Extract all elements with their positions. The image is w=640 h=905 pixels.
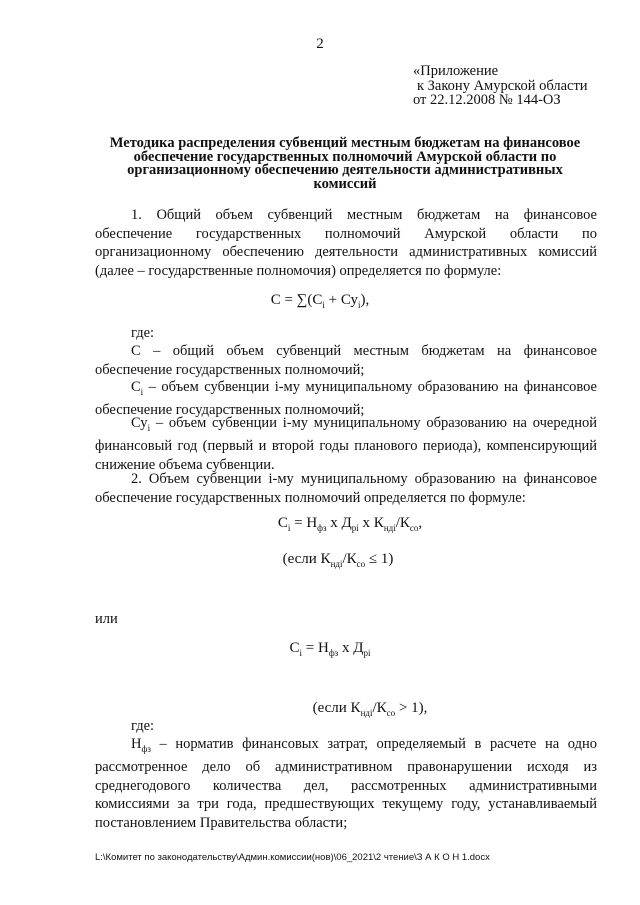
file-path-footer: L:\Комитет по законодательству\Админ.комиссии(нов)\06_2021\2 чтение\З А К О Н 1.docx [95,852,490,863]
appendix-line-1: «Приложение [413,63,499,79]
appendix-line-2: к Закону Амурской области [417,77,588,94]
definition-nfz: $Н_{фз}$ – норматив финансовых затрат, определяемый в расчете на одно рассмотренное дело об административном правонарушении исходя из среднегодового количества дел, рассмотренных административными комиссиями за три года, предшествующих текущему году, устанавливаемый постановлением Правительства области; [95,736,597,831]
where-label-1: где: [131,325,155,341]
paragraph-2: 2. Объем субвенции i-му муниципальному образованию на финансовое обеспечение государственных полномочий определяется по формуле: [95,471,597,506]
condition-1: (если $К_{нді}/К_{со} \le 1$) [282,551,394,569]
formula-alt: $С_i = Н_{фз}$ х $Д_{рі}$ [289,640,371,658]
formula-subvention: $С_i = Н_{фз}$ х $Д_{рi}$ х $К_{нді}/К_{со}$, [277,515,423,533]
where-label-2: где: [131,718,155,734]
document-title: Методика распределения субвенций местным бюджетам на финансовое обеспечение государственных полномочий Амурской области по организационному обеспечению деятельности административных комиссий [109,135,581,192]
page-number: 2 [316,36,324,52]
condition-2: (если $К_{нді}/К_{со} > 1$), [312,700,428,718]
appendix-line-3: от 22.12.2008 № 144-ОЗ [413,92,561,108]
or-label: или [95,611,118,627]
paragraph-1: 1. Общий объем субвенций местным бюджетам на финансовое обеспечение государственных полномочий Амурской области по организационному обеспечению деятельности административных комиссий (далее – государственные полномочия) определяется по формуле: [95,207,597,279]
formula-total: $С = \sum(С_i + Су_i)$, [270,292,370,310]
definition-cui: $Су_i$ – объем субвенции i-му муниципальному образованию на очередной финансовый год (первый и второй годы планового периода), компенсирующий снижение объема субвенции. [95,415,597,473]
definition-c: С – общий объем субвенций местным бюджетам на финансовое обеспечение государственных полномочий; [95,343,597,378]
appendix-note [413,64,588,108]
definition-ci: $С_i$ – объем субвенции i-му муниципальному образованию на финансовое обеспечение государственных полномочий; [95,379,597,419]
